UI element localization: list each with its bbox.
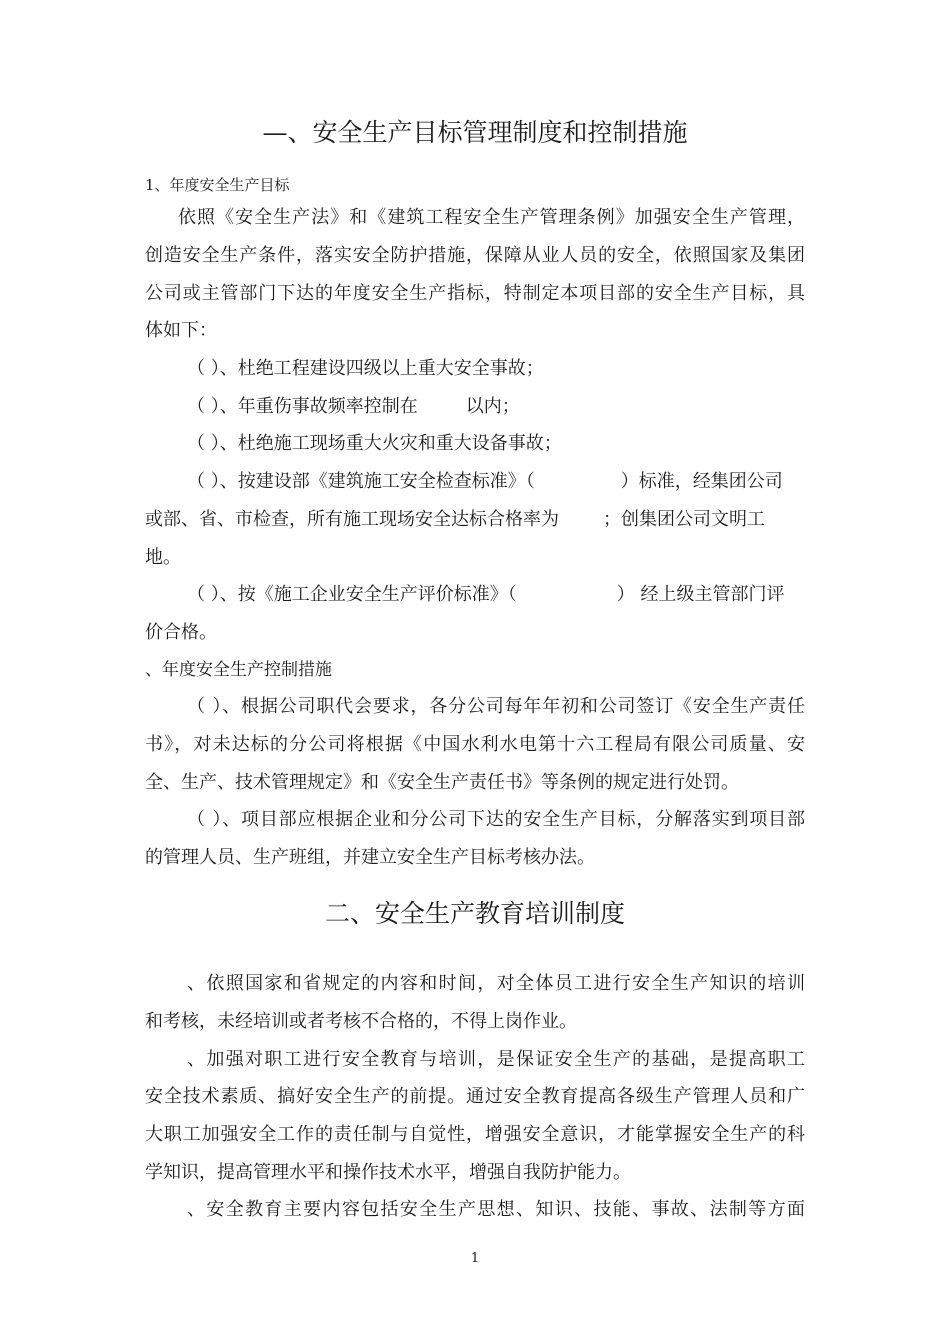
training-para-3-line-1: 、安全教育主要内容包括安全生产思想、知识、技能、事故、法制等方面 xyxy=(187,1199,805,1220)
measure-1-line-2: 书》，对未达标的分公司将根据《中国水利水电第十六工程局有限公司质量、安 xyxy=(145,734,805,755)
training-para-2-line-4: 学知识，提高管理水平和操作技术水平，增强自我防护能力。 xyxy=(145,1162,631,1183)
page-number: 1 xyxy=(470,1251,480,1266)
training-para-1-line-2: 和考核，未经培训或者考核不合格的，不得上岗作业。 xyxy=(145,1011,577,1032)
measure-1-line-3: 全、生产、技术管理规定》和《安全生产责任书》等条例的规定进行处罚。 xyxy=(145,772,739,793)
goal-5-end: 价合格。 xyxy=(145,622,217,643)
goal-1: （ ）、杜绝工程建设四级以上重大安全事故； xyxy=(187,358,544,379)
intro-line-4: 体如下： xyxy=(145,320,217,341)
section1-title: —、安全生产目标管理制度和控制措施 xyxy=(262,118,688,147)
training-para-2-line-1: 、加强对职工进行安全教育与培训，是保证安全生产的基础，是提高职工 xyxy=(187,1049,805,1070)
subheading-annual-measures: 、年度安全生产控制措施 xyxy=(145,660,332,680)
measure-2-line-1: （ ）、项目部应根据企业和分公司下达的安全生产目标，分解落实到项目部 xyxy=(187,809,805,830)
training-para-2-line-3: 大职工加强安全工作的责任制与自觉性，增强安全意识，才能掌握安全生产的科 xyxy=(145,1124,805,1145)
training-para-2-line-2: 安全技术素质、搞好安全生产的前提。通过安全教育提高各级生产管理人员和广 xyxy=(145,1086,805,1107)
section2-title: 二、安全生产教育培训制度 xyxy=(324,899,625,928)
intro-line-1: 依照《安全生产法》和《建筑工程安全生产管理条例》加强安全生产管理， xyxy=(178,207,805,228)
intro-line-2: 创造安全生产条件，落实安全防护措施，保障从业人员的安全，依照国家及集团 xyxy=(145,245,805,266)
goal-5-suffix: ） 经上级主管部门评 xyxy=(616,584,785,605)
goal-4-suffix: ）标准，经集团公司 xyxy=(620,471,783,492)
goal-5-text: （ ）、按《施工企业安全生产评价标准》（ xyxy=(187,584,517,605)
measure-2-line-2: 的管理人员、生产班组，并建立安全生产目标考核办法。 xyxy=(145,847,595,868)
goal-2 xyxy=(187,394,520,420)
intro-line-3: 公司或主管部门下达的年度安全生产指标，特制定本项目部的安全生产目标，具 xyxy=(145,283,805,304)
goal-2-text: （ ）、年重伤事故频率控制在 xyxy=(187,396,418,417)
goal-4 xyxy=(187,469,783,495)
goal-4-cont-text: 或部、省、市检查，所有施工现场安全达标合格率为 xyxy=(145,509,559,530)
goal-4-end: 地。 xyxy=(145,547,181,568)
goal-4-text: （ ）、按建设部《建筑施工安全检查标准》（ xyxy=(187,471,535,492)
goal-3: （ ）、杜绝施工现场重大火灾和重大设备事故； xyxy=(187,433,562,454)
training-para-1-line-1: 、依照国家和省规定的内容和时间，对全体员工进行安全生产知识的培训 xyxy=(187,973,805,994)
measure-1-line-1: （ ）、根据公司职代会要求，各分公司每年年初和公司签订《安全生产责任 xyxy=(187,696,805,717)
goal-2-suffix: 以内； xyxy=(465,396,520,417)
goal-4-cont xyxy=(145,507,765,533)
goal-4-cont-suffix: ；创集团公司文明工 xyxy=(603,509,765,530)
goal-5 xyxy=(187,582,784,608)
subheading-annual-target: 1、年度安全生产目标 xyxy=(145,176,290,194)
